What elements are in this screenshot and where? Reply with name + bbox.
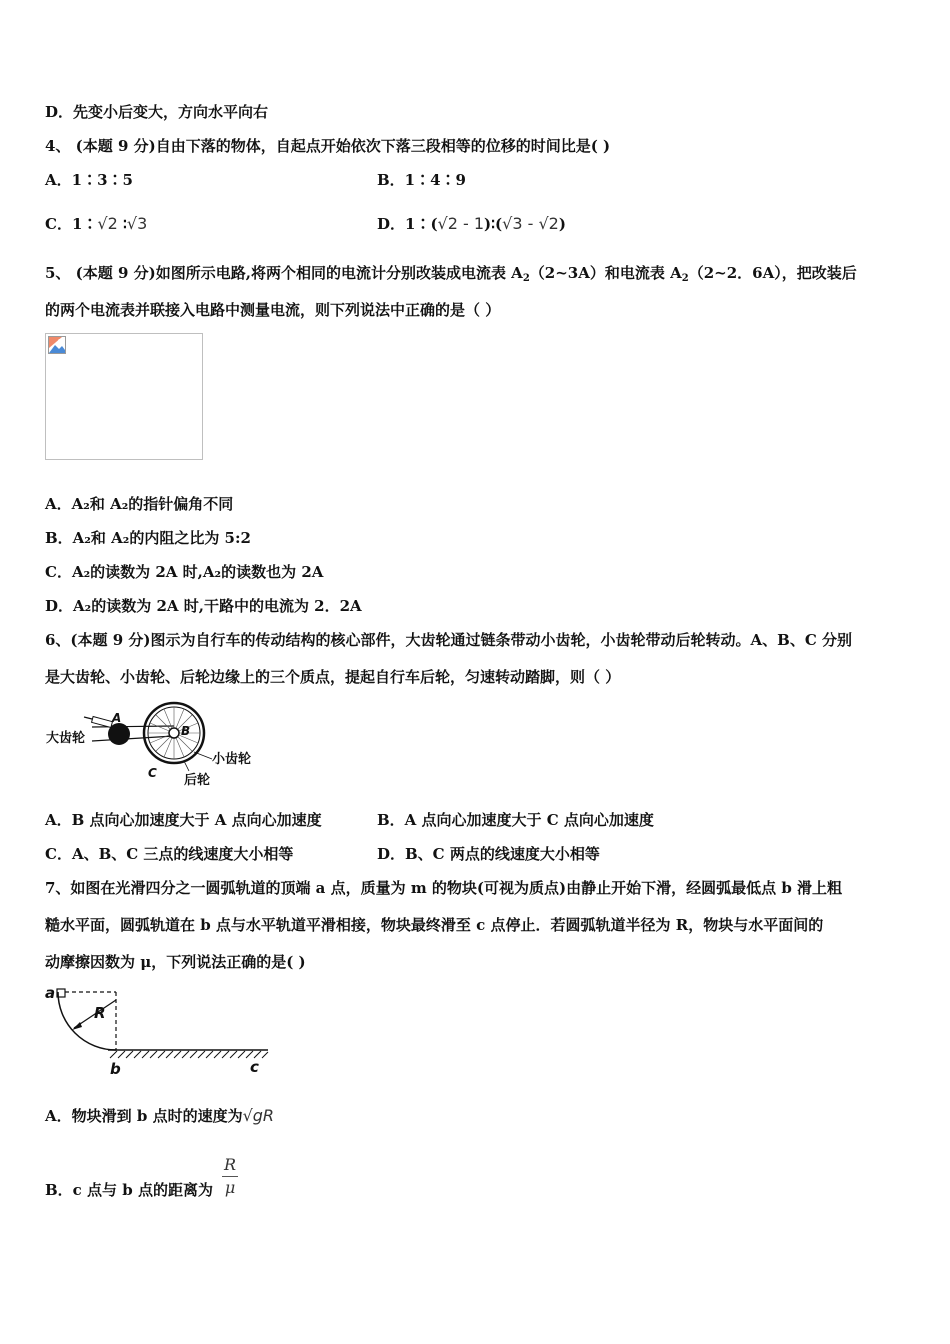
q5-option-a: A．A₂和 A₂的指针偏角不同 [45,495,234,513]
sqrt-3: √3 [126,214,148,233]
question-7-line-3: 动摩擦因数为 μ，下列说法正确的是( ) [45,953,306,971]
fraction-R-over-mu: $\frac{R}{\mu}$ [224,1155,237,1197]
sqrt-2: √2 [97,214,118,233]
label-rear-wheel: 后轮 [184,773,211,788]
broken-image-placeholder [45,333,203,460]
q7-option-b: B．c 点与 b 点的距离为 [45,1181,213,1199]
q4-option-b: B．1∶4∶9 [377,171,466,189]
label-big-gear: 大齿轮 [46,731,86,746]
q4-option-c: C．1∶√2 ∶√3 [45,214,148,233]
label-point-a-arc: a [45,984,56,1002]
label-point-b-arc: b [110,1060,121,1078]
q6-option-c: C．A、B、C 三点的线速度大小相等 [45,845,294,863]
label-point-c: C [148,766,157,780]
q4-option-a: A．1∶3∶5 [45,171,133,189]
q4-option-d: D．1∶(√2 - 1)∶(√3 - √2) [377,214,566,233]
question-5-line-1: 5、 (本题 9 分)如图所示电路,将两个相同的电流计分别改装成电流表 $A_2(2\sim 3A)$和电流表 $A_2(2\sim 2$．6A），把改装后 [45,264,857,284]
q7-option-a: A．物块滑到 b 点时的速度为√gR [45,1106,275,1125]
sqrt-gR: √gR [242,1106,275,1125]
question-7-line-1: 7、如图在光滑四分之一圆弧轨道的顶端 a 点，质量为 m 的物块(可视为质点)由静止开始下滑，经圆弧最低点 b 滑上粗 [45,879,843,897]
question-5-line-2: 的两个电流表并联接入电路中测量电流，则下列说法中正确的是（ ） [45,301,501,319]
label-point-a: A [112,711,122,725]
label-point-c-arc: c [250,1058,259,1076]
q6-option-d: D．B、C 两点的线速度大小相等 [377,845,600,863]
quarter-arc-track-figure [42,982,272,1080]
q5-option-d: D．A₂的读数为 2A 时,干路中的电流为 2．2A [45,597,362,615]
question-6-line-1: 6、(本题 9 分)图示为自行车的传动结构的核心部件，大齿轮通过链条带动小齿轮，小齿轮带动后轮转动。A、B、C 分别 [45,631,852,649]
label-radius: R [94,1004,106,1022]
q5-option-c: C．A₂的读数为 2A 时,A₂的读数也为 2A [45,563,324,581]
bicycle-transmission-figure [44,697,264,789]
question-4: 4、 (本题 9 分)自由下落的物体，自起点开始依次下落三段相等的位移的时间比是( ) [45,137,611,155]
option-d-previous: D．先变小后变大，方向水平向右 [45,103,269,121]
label-small-gear: 小齿轮 [212,752,252,767]
q6-option-a: A．B 点向心加速度大于 A 点向心加速度 [45,811,322,829]
q6-option-b: B．A 点向心加速度大于 C 点向心加速度 [377,811,654,829]
label-point-b: B [181,724,191,738]
question-6-line-2: 是大齿轮、小齿轮、后轮边缘上的三个质点，提起自行车后轮，匀速转动踏脚，则（ ） [45,668,621,686]
question-7-line-2: 糙水平面，圆弧轨道在 b 点与水平轨道平滑相接，物块最终滑至 c 点停止．若圆弧轨道半径为 R，物块与水平面间的 [45,916,824,934]
broken-image-icon [48,336,66,354]
q5-option-b: B．A₂和 A₂的内阻之比为 5:2 [45,529,251,547]
